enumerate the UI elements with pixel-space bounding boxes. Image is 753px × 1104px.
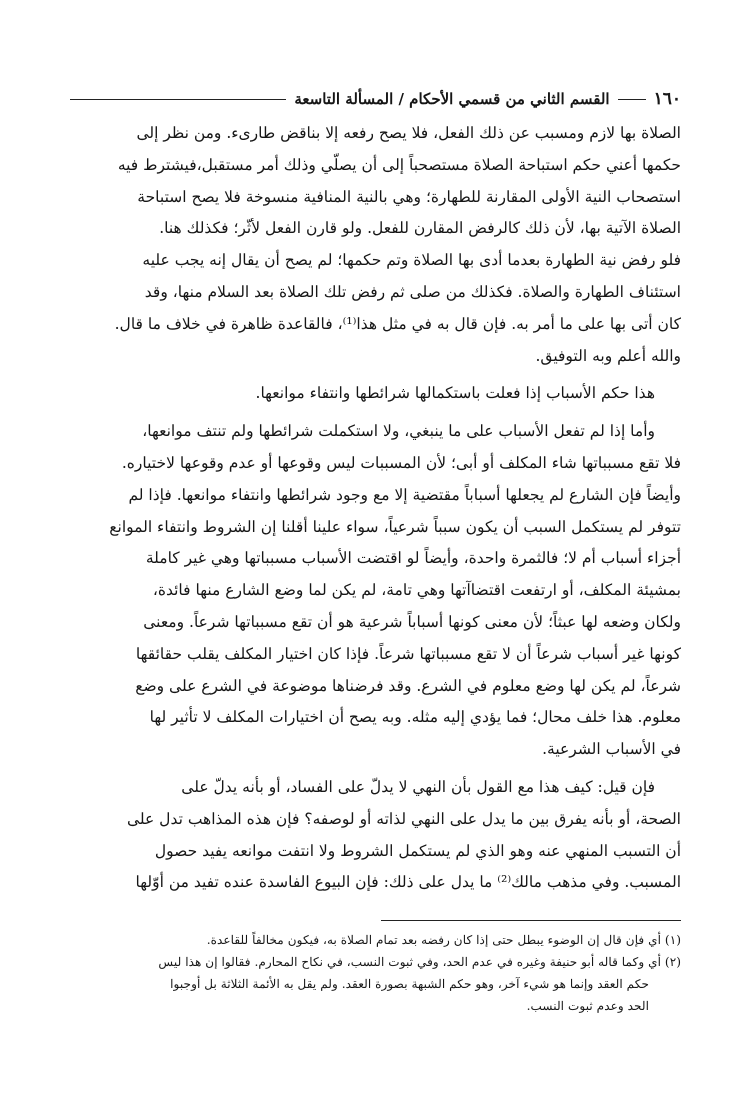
text-line: استصحاب النية الأولى المقارنة للطهارة؛ وهي بالنية المنافية منسوخة فلا يصح استباحة [137,187,681,206]
text-line: أن التسبب المنهي عنه وهو الذي لم يستكمل الشروط ولا انتفت موانعه يفيد حصول [154,841,681,860]
text-line: الصحة، أو بأنه يفرق بين ما يدل على النهي لذاته أو لوصفه؟ فإن هذه المذاهب تدل على [126,809,681,828]
paragraph-2 [70,378,681,410]
text-line: استئناف الطهارة والصلاة. فكذلك من صلى ثم رفض تلك الصلاة بعد السلام منها، وقد [144,282,681,301]
text-line: بمشيئة المكلف، أو ارتفعت اقتضاآتها وهي تامة، لم يكن لما وضع الشارع منها فائدة، [152,581,681,600]
header-rule-short [618,99,646,100]
footnote-text: أي وكما قاله أبو حنيفة وغيره في عدم الحد، وفي ثبوت النسب، في نكاح المحارم. فقالوا إن هذا ليس [158,955,662,969]
text-line: تتوفر لم يستكمل السبب أن يكون سبباً شرعياً، سواء علينا أقلنا إن الشروط وانتفاء الموانع [109,517,681,536]
header-rule-long [70,99,286,100]
text-line: هذا حكم الأسباب إذا فعلت باستكمالها شرائطها وانتفاء موانعها. [255,384,655,403]
text-line: أجزاء أسباب أم لا؛ فالثمرة واحدة، وأيضاً لو اقتضت الأسباب مسبباتها وهي غير كاملة [145,549,681,568]
text-line: كان أتى بها على ما أمر به. فإن قال به في مثل هذا⁽¹⁾، فالقاعدة ظاهرة في خلاف ما قال. [114,314,681,333]
footnote-marker: (٢) [664,955,681,969]
footnote-text: حكم العقد وإنما هو شيء آخر، وهو حكم الشبهة بصورة العقد. ولم يقل به الأئمة الثلاثة بل أوجبوا [170,977,649,991]
text-line: حكمها أعني حكم استباحة الصلاة مستصحباً إلى أن يصلّي وذلك أمر مستقبل،فيشترط فيه [117,155,681,174]
footnote-separator [381,920,681,921]
text-line: ولكان وضعه لها عبثاً؛ لأن معنى كونها أسباباً شرعية هو أن تقع مسبباتها شرعاً. ومعنى [143,612,681,631]
page-number: ١٦٠ [653,89,681,109]
footnote-2 [70,951,681,1017]
running-header [70,84,681,114]
footnotes [70,920,681,1017]
text-line: الصلاة الآتية بها، لأن ذلك كالرفض المقارن للفعل. ولو قارن الفعل لأثّر؛ فكذلك هنا. [159,219,681,238]
text-line: كونها غير أسباب شرعاً أن لا تقع مسبباتها شرعاً. فإذا كان اختيار المكلف يقلب حقائقها [135,644,681,663]
text-line: وأيضاً فإن الشارع لم يجعلها أسباباً مقتضية إلا مع وجود شرائطها وانتفاء موانعها. فإذا لم [128,485,681,504]
footnote-text: أي فإن قال إن الوضوء يبطل حتى إذا كان رفضه بعد تمام الصلاة به، فيكون مخالفاً للقاعدة. [206,933,662,947]
text-line: شرعاً، لم يكن لها وضع معلوم في الشرع. وقد فرضناها موضوعة في الشرع على وضع [135,676,681,695]
paragraph-4 [70,772,681,899]
footnote-text: الحد وعدم ثبوت النسب. [526,999,649,1013]
paragraph-3 [70,416,681,766]
text-line: فلا تقع مسبباتها شاء المكلف أو أبى؛ لأن المسببات ليس وقوعها أو عدم وقوعها لاختياره. [121,453,681,472]
text-line: وأما إذا لم تفعل الأسباب على ما ينبغي، ولا استكملت شرائطها ولم تنتف موانعها، [142,422,655,441]
footnote-marker: (١) [664,933,681,947]
text-line: في الأسباب الشرعية. [542,740,681,759]
text-line: فإن قيل: كيف هذا مع القول بأن النهي لا يدلّ على الفساد، أو بأنه يدلّ على [181,777,655,796]
text-line: المسبب. وفي مذهب مالك⁽²⁾ ما يدل على ذلك: فإن البيوع الفاسدة عنده تفيد من أوّلها [135,873,681,892]
text-line: والله أعلم وبه التوفيق. [535,346,681,365]
paragraph-1 [70,118,681,372]
text-line: فلو رفض نية الطهارة بعدما أدى بها الصلاة وتم حكمها؛ لم يصح أن يقال إنه يجب عليه [142,251,681,270]
main-text [70,118,681,899]
footnote-1 [70,929,681,951]
running-title: القسم الثاني من قسمي الأحكام / المسألة التاسعة [294,90,610,108]
text-line: الصلاة بها لازم ومسبب عن ذلك الفعل، فلا يصح رفعه إلا بناقض طارىء. ومن نظر إلى [136,124,681,142]
text-line: معلوم. هذا خلف محال؛ فما يؤدي إليه مثله. وبه يصح أن اختيارات المكلف لا تأثير لها [149,708,681,727]
